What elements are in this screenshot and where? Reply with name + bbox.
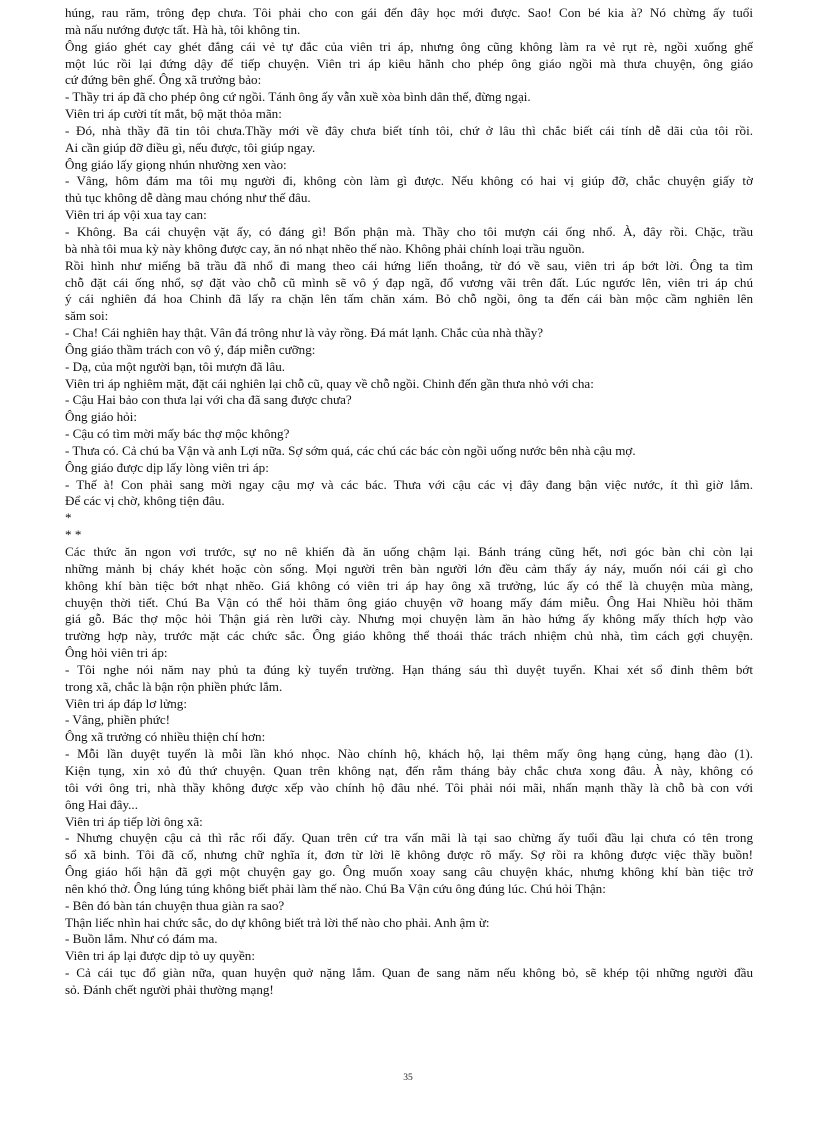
text-line: húng, rau răm, trông đẹp chưa. Tôi phải cho con gái đến đây học mới được. Sao! Con bé kia à? Nó chừng ấy tuổi: [65, 5, 753, 20]
text-line: Kiện tụng, xin xỏ đủ thứ chuyện. Quan trên không nạt, đến rằm tháng bảy chắc chưa xong đâu. À này, không có: [65, 762, 753, 778]
text-line: trong xã, chắc là bận rộn phiền phức lắm.: [65, 678, 283, 694]
page-number: 35: [403, 1073, 413, 1083]
text-line: - Dạ, của một người bạn, tôi mượn đã lâu.: [65, 358, 286, 374]
text-line: Ông giáo hỏi:: [65, 409, 138, 425]
text-line: săm soi:: [65, 308, 109, 324]
text-line: Ông giáo ghét cay ghét đắng cái vẻ tự đắc của viên tri áp, nhưng ông cũng không làm ra vẻ rụt rè, ngồi xuống ghế: [65, 38, 753, 54]
text-line: thủ tục không dễ dàng mau chóng như thế đâu.: [65, 190, 311, 206]
text-line: Viên tri áp vội xua tay can:: [65, 207, 207, 223]
text-line: Các thức ăn ngon vơi trước, sự no nê khiến đà ăn uống chậm lại. Bánh tráng cũng hết, nơi góc bàn chỉ còn lại: [65, 544, 753, 559]
text-line: một lúc rồi lại đứng dậy để tiếp chuyện. Viên tri áp kiêu hãnh cho phép ông giáo ngồi mà thưa chuyện, ông giáo: [65, 55, 753, 71]
text-line: cứ đứng bên ghế. Ông xã trưởng bảo:: [65, 72, 262, 88]
text-line: - Cậu Hai bảo con thưa lại với cha đã sang được chưa?: [65, 392, 352, 408]
text-line: Ông giáo lấy giọng nhún nhường xen vào:: [65, 156, 287, 172]
text-line: - Thầy tri áp đã cho phép ông cứ ngồi. Tánh ông ấy vẫn xuề xòa bình dân thế, đừng ngại.: [65, 89, 531, 105]
text-line: - Cậu có tìm mời mấy bác thợ mộc không?: [65, 426, 290, 442]
text-line: Ông xã trưởng có nhiều thiện chí hơn:: [65, 729, 266, 745]
text-line: tôi với ông tri, nhà thầy không được xếp vào chính hộ đâu nhé. Tôi phải nói mãi, nhấn mạnh thầy là chỗ bà con với: [65, 779, 753, 795]
text-line: Ông hỏi viên tri áp:: [65, 645, 168, 661]
text-line: Để các vị chờ, không tiện đâu.: [65, 493, 225, 509]
text-line: những mảnh bị cháy khét hoặc còn sống. Mọi người trên bàn người lớn đều cảm thấy áy náy, muốn nói cái gì cho: [65, 560, 753, 576]
text-line: chuyện thời tiết. Chú Ba Vận có thể hỏi thăm ông giáo chuyện vỡ hoang mấy đám miễu. Ông Hai Nhiều hỏi thăm: [65, 594, 753, 610]
text-line: Viên tri áp đáp lơ lửng:: [65, 695, 187, 711]
document-body: [65, 5, 753, 999]
text-line: - Mỗi lần duyệt tuyển là mỗi lần khó nhọc. Nào chính hộ, khách hộ, lại thêm mấy ông hạng củng, hạng đào (1).: [65, 746, 753, 762]
text-line: Rồi hình như miếng bã trầu đã nhổ đi mang theo cái hứng liến thoắng, từ đó về sau, viên tri áp bớt lời. Ông ta tìm: [65, 257, 753, 273]
text-line: - Vâng, hôm đám ma tôi mụ người đi, không còn làm gì được. Nếu không có hai vị giúp đỡ, chắc chuyện giấy tờ: [65, 173, 753, 189]
text-line: - Thế à! Con phải sang mời ngay cậu mợ và các bác. Thưa với cậu các vị đây đang bận việc nước, ít thì giờ lắm.: [65, 476, 753, 492]
text-line: không khí bàn tiệc bớt nhạt nhẽo. Giá không có viên tri áp hay ông xã trưởng, lúc ấy có thể là chuyện mùa màng,: [65, 577, 753, 593]
text-line: ý cái nghiên đá hoa Chinh đã lấy ra chặn lên tấm chăn xám. Bỏ chỗ ngồi, ông ta đến cái bàn mộc cầm nghiên lên: [65, 291, 753, 307]
text-line: Viên tri áp nghiêm mặt, đặt cái nghiên lại chỗ cũ, quay về chỗ ngồi. Chinh đến gần thưa nhỏ với cha:: [65, 375, 594, 391]
text-line: - Cha! Cái nghiên hay thật. Vân đá trông như là vảy rồng. Đá mát lạnh. Chắc của nhà thầy?: [65, 325, 544, 341]
text-line: chỗ đặt cái ống nhổ, sợ đặt vào chỗ cũ mình sẽ vô ý đạp ngã, đổ vương vãi trên đất. Lúc ngước lên, viên tri áp chú: [65, 274, 753, 290]
text-line: giá gỗ. Bác thợ mộc hỏi Thận giá rèn lưỡi cày. Nhưng mọi chuyện làm ăn hào hứng ấy không mấy thích hợp vào: [65, 611, 753, 627]
text-line: - Đó, nhà thầy đã tin tôi chưa.Thầy mới về đây chưa biết tính tôi, chứ ở lâu thì chắc biết cái tính dễ dãi của tôi rồi.: [65, 122, 753, 138]
text-line: Thận liếc nhìn hai chức sắc, do dự không biết trả lời thế nào cho phải. Anh ậm ừ:: [65, 914, 490, 930]
text-line: - Không. Ba cái chuyện vặt ấy, có đáng gì! Bổn phận mà. Thầy cho tôi mượn cái ống nhổ. À, đây rồi. Chặc, trầu: [65, 223, 753, 239]
text-line: Ông giáo thầm trách con vô ý, đáp miễn cưỡng:: [65, 341, 316, 357]
text-line: mà nấu nướng được tất. Hà hà, tôi không tin.: [65, 21, 301, 37]
text-line: - Thưa có. Cả chú ba Vận và anh Lợi nữa. Sợ sớm quá, các chú các bác còn ngồi uống nước bên nhà cậu mợ.: [65, 442, 636, 458]
text-line: nên khó thở. Ông lúng túng không biết phải làm thế nào. Chú Ba Vận cứu ông đúng lúc. Chú hỏi Thận:: [65, 880, 606, 896]
text-line: - Vâng, phiền phức!: [65, 712, 171, 728]
text-line: Viên tri áp cười tít mắt, bộ mặt thỏa mãn:: [65, 106, 282, 122]
text-line: - Cả cái tục đổ giàn nữa, quan huyện quở nặng lắm. Quan đe sang năm nếu không bỏ, sẽ khép tội những người đầu: [65, 965, 753, 981]
text-line: Ai cần giúp đỡ điều gì, nếu được, tôi giúp ngay.: [65, 139, 316, 155]
text-line: Viên tri áp tiếp lời ông xã:: [65, 813, 203, 829]
text-line: Ông giáo hối hận đã gợi một chuyện gay go. Ông muốn xoay sang câu chuyện khác, nhưng không khí bàn tiệc trở: [65, 864, 753, 880]
text-line: *: [65, 510, 72, 526]
text-line: * *: [65, 527, 82, 543]
text-line: - Tôi nghe nói năm nay phủ ta đúng kỳ tuyển trường. Hạn tháng sáu thì duyệt tuyển. Khai xét sổ đinh thêm bớt: [65, 661, 753, 677]
text-line: sổ xã binh. Tôi đã cố, nhưng chữ nghĩa ít, đơn từ lời lẽ không được rõ mấy. Sợ rồi ra không được việc thầy buồn!: [65, 847, 753, 863]
text-line: bà nhà tôi mua kỳ này không được cay, ăn nó nhạt nhẽo thế nào. Không phải chính loại trầu nguồn.: [65, 240, 585, 256]
text-line: sỏ. Đánh chết người phải thường mạng!: [65, 981, 274, 997]
text-line: trường hợp này, trước mặt các chức sắc. Ông giáo không thể thoái thác trách nhiệm chủ nhà, tìm cách gợi chuyện.: [65, 628, 753, 644]
text-line: - Buồn lắm. Như có đám ma.: [65, 931, 218, 947]
text-line: Viên tri áp lại được dịp tỏ uy quyền:: [65, 948, 255, 964]
text-line: ông Hai đây...: [65, 796, 138, 812]
text-line: - Bên đó bàn tán chuyện thua giàn ra sao?: [65, 897, 285, 913]
text-line: Ông giáo được dịp lấy lòng viên tri áp:: [65, 459, 269, 475]
text-line: - Nhưng chuyện cậu cả thì rắc rối đấy. Quan trên cứ tra vấn mãi là tại sao chừng ấy tuổi đầu lại chưa có tên trong: [65, 830, 753, 846]
